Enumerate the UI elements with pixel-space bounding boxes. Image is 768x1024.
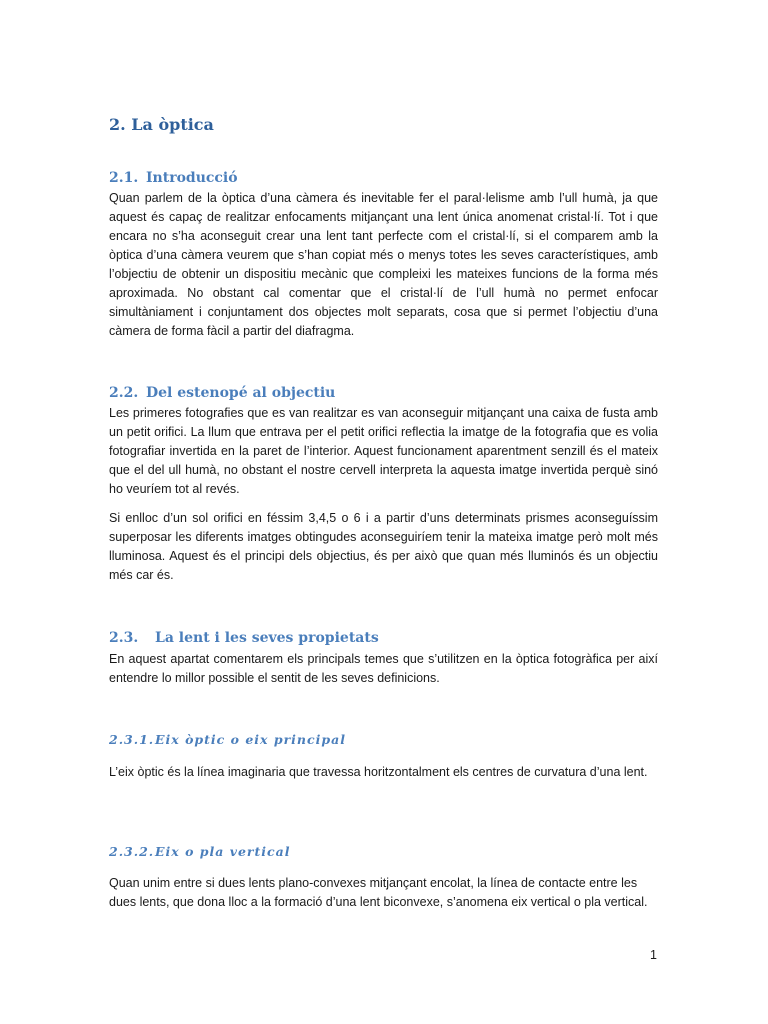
subsection-heading-text: Eix òptic o eix principal	[155, 732, 346, 747]
paragraph-introduccio: Quan parlem de la òptica d’una càmera és inevitable fer el paral·lelisme amb l’ull humà, ja que aquest és capaç de realitzar enfocaments mitjançant una lent única anomenat cristal·lí. Tot i que encara no s’ha aconseguit crear una lent tant perfecte com el cristal·lí, si el comparem amb la òptica d’una càmera veurem que s’han copiat més o menys totes les seves característiques, amb l’objectiu de obtenir un dispositiu mecànic que compleixi les mateixes funcions de la forma més aproximada. No obstant cal comentar que el cristal·lí de l’ull humà no permet enfocar simultàniament i conjuntament dos objectes molt separats, cosa que si permet l’objectiu d’una càmera de forma fàcil a partir del diafragma.	[109, 191, 658, 338]
section-heading-text: Introducció	[146, 170, 238, 186]
subsection-heading-eix-optic	[109, 732, 346, 747]
section-heading-introduccio	[109, 170, 238, 186]
section-number: 2.3.	[109, 630, 139, 646]
subsection-heading-text: Eix o pla vertical	[155, 844, 291, 859]
paragraph-estenope-1: Les primeres fotografies que es van realitzar es van aconseguir mitjançant una caixa de fusta amb un petit orifici. La llum que entrava per el petit orifici reflectia la imatge de la fotografia que es volia fotografiar invertida en la paret de l’interior. Aquest funcionament aparentment senzill és el mateix que el del ull humà, no obstant el nostre cervell interpreta la aquesta imatge invertida perquè sinó ho veuríem tot al revés.	[109, 406, 658, 496]
subsection-number: 2.3.1.	[109, 732, 155, 747]
section-heading-text: La lent i les seves propietats	[155, 630, 379, 646]
subsection-heading-eix-vertical	[109, 844, 291, 859]
section-heading-text: Del estenopé al objectiu	[146, 385, 336, 401]
section-heading-estenope	[109, 385, 335, 401]
paragraph-eix-vertical: Quan unim entre si dues lents plano-convexes mitjançant encolat, la línea de contacte entre les dues lents, que dona lloc a la formació d’una lent biconvexe, s’anomena eix vertical o pla vertical.	[109, 876, 648, 909]
page-number: 1	[650, 948, 657, 962]
subsection-number: 2.3.2.	[109, 844, 155, 859]
section-number: 2.1.	[109, 170, 139, 186]
paragraph-lent: En aquest apartat comentarem els principals temes que s’utilitzen en la òptica fotogràfica per així entendre lo millor possible el sentit de les seves definicions.	[109, 652, 658, 685]
paragraph-eix-optic: L’eix òptic és la línea imaginaria que travessa horitzontalment els centres de curvatura d’una lent.	[109, 765, 648, 779]
section-number: 2.2.	[109, 385, 139, 401]
section-heading-lent	[109, 630, 379, 646]
paragraph-estenope-2: Si enlloc d’un sol orifici en féssim 3,4,5 o 6 i a partir d’uns determinats prismes aconseguíssim superposar les diferents imatges obtingudes aconseguiríem tenir la mateixa imatge però molt més lluminosa. Aquest és el principi dels objectius, és per això que quan més lluminós és un objectiu més car és.	[109, 511, 658, 582]
chapter-title: 2. La òptica	[109, 115, 214, 134]
